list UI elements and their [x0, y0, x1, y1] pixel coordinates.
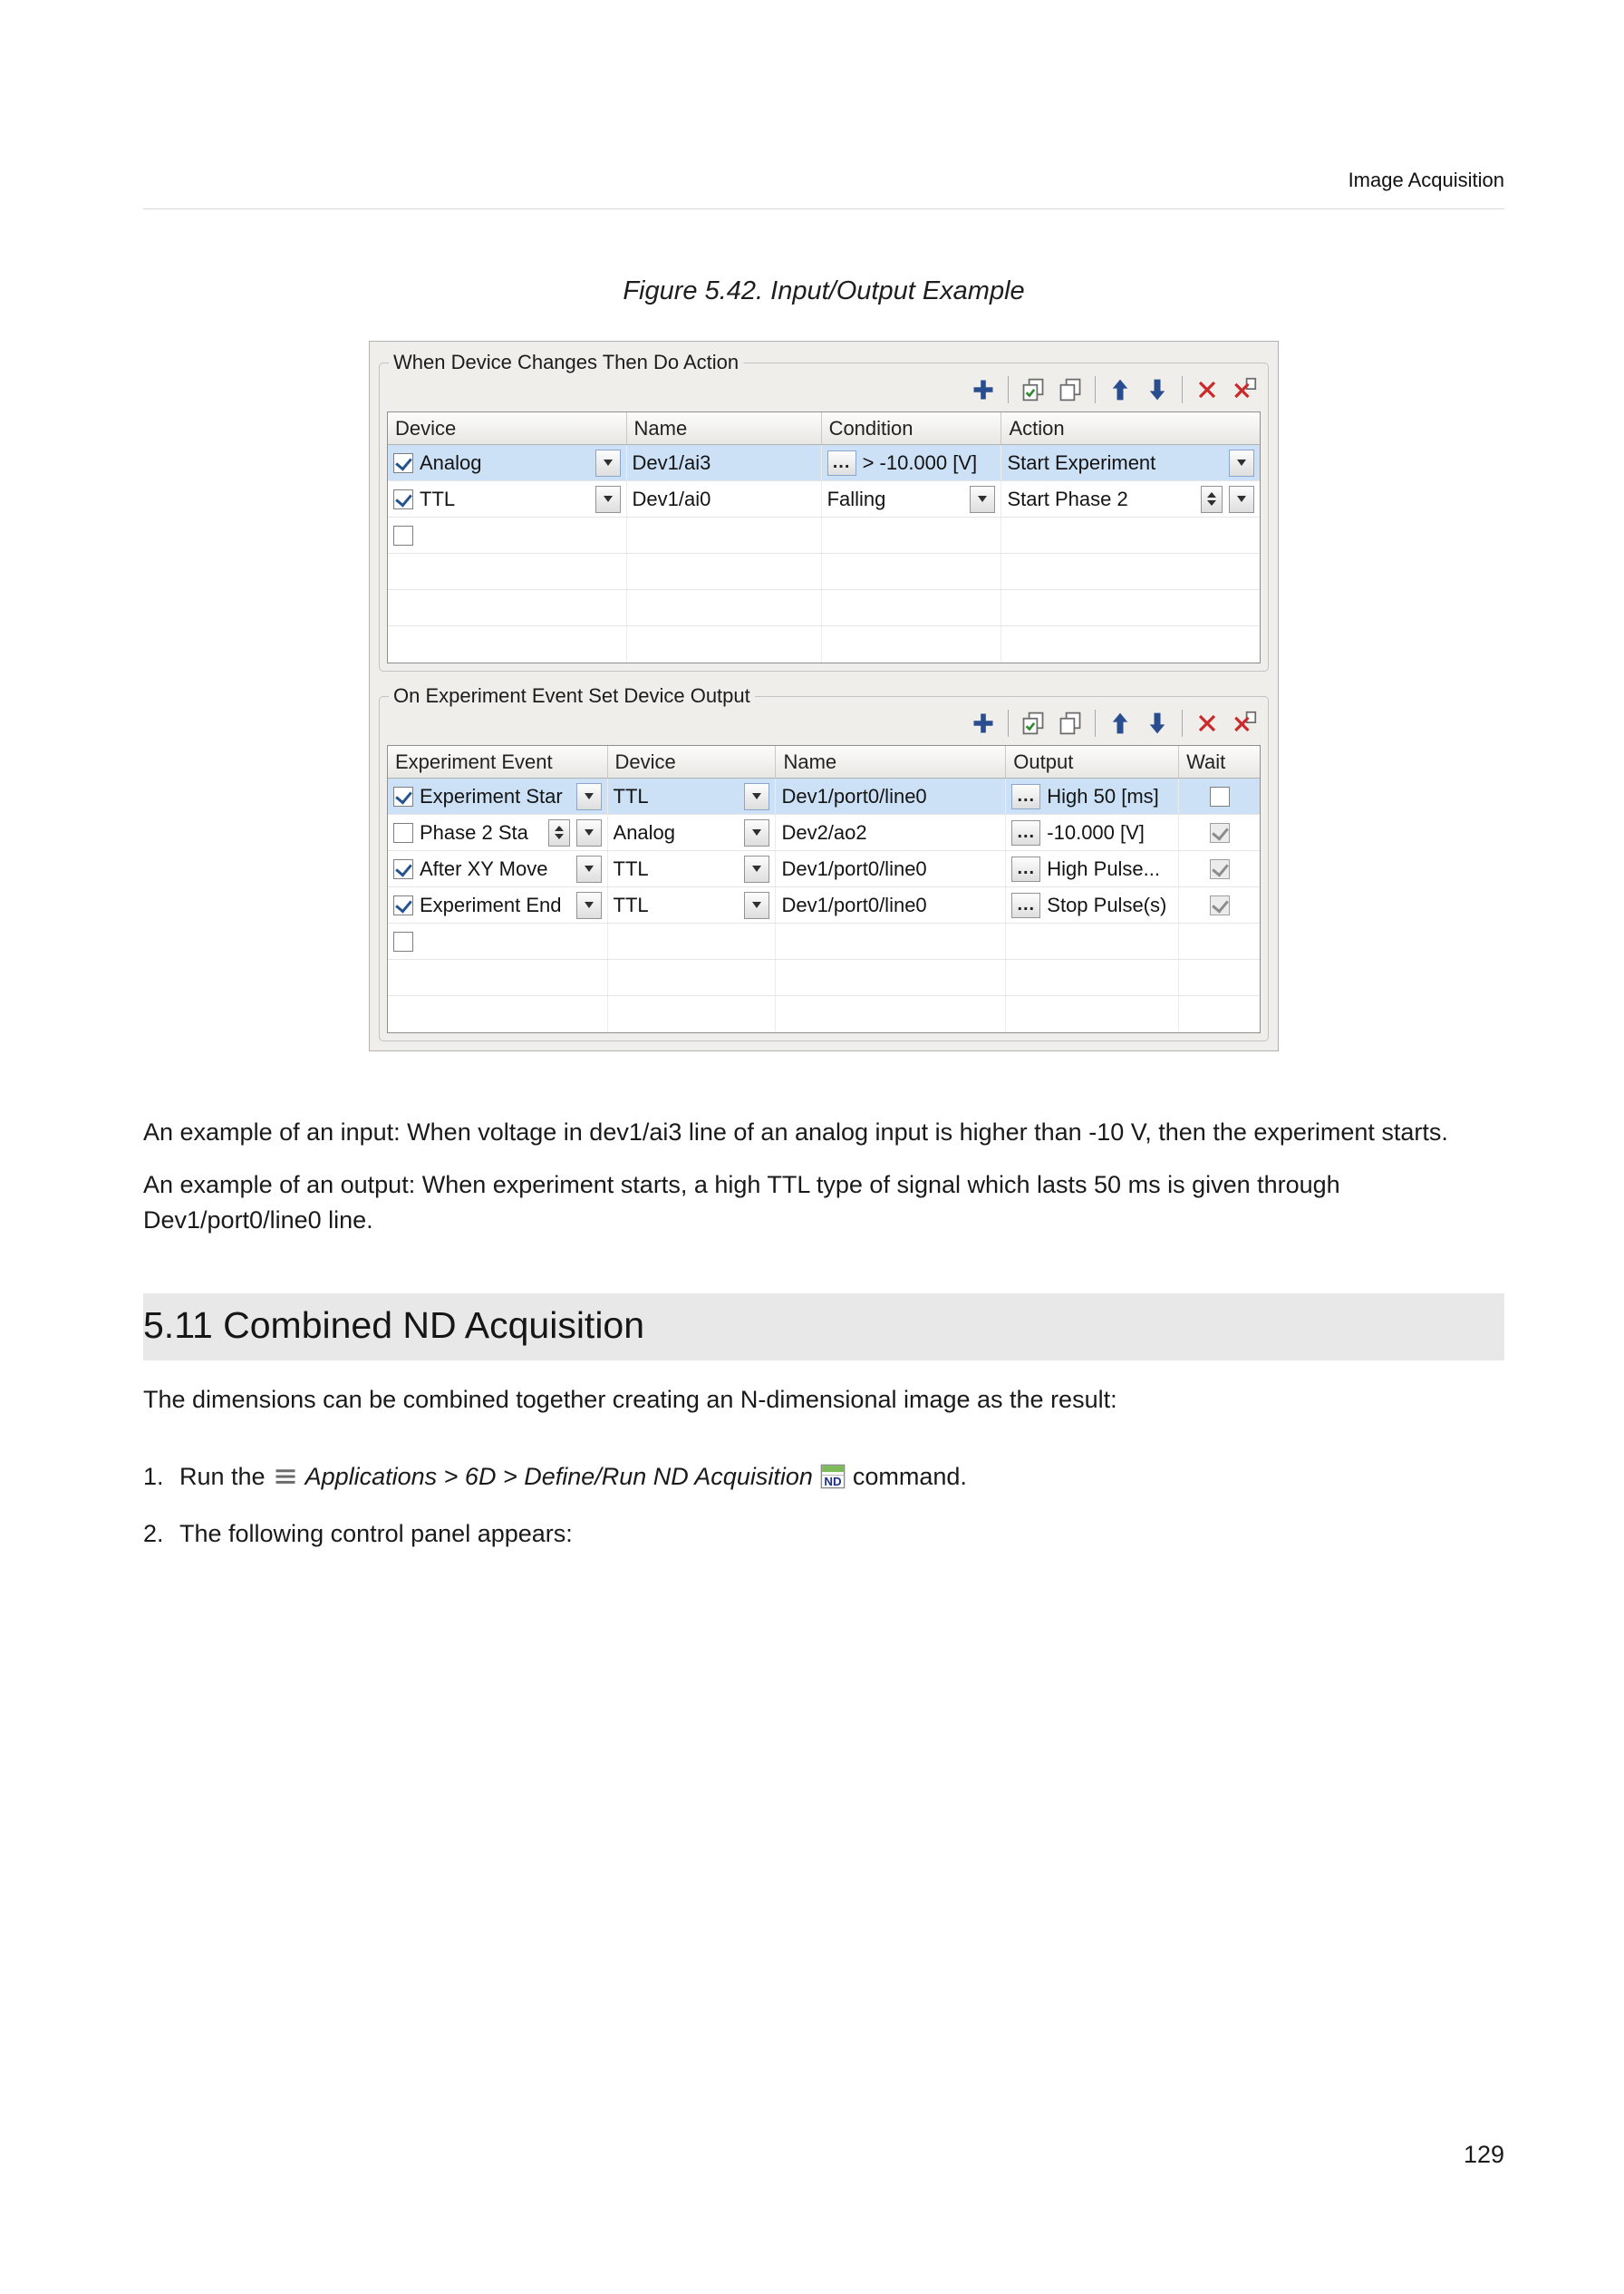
delete-all-icon[interactable]	[1232, 711, 1257, 736]
add-icon[interactable]	[971, 711, 996, 736]
table-row[interactable]	[388, 779, 1260, 815]
menu-icon	[273, 1464, 298, 1489]
event-value: Phase 2 Sta	[420, 820, 528, 844]
step-number: 1.	[143, 1462, 164, 1490]
device-cell	[388, 626, 627, 663]
browse-button[interactable]: ...	[1011, 784, 1040, 809]
table-row[interactable]	[388, 445, 1260, 481]
table-row[interactable]	[388, 996, 1260, 1032]
paste-icon[interactable]	[1058, 711, 1083, 736]
svg-text:ND: ND	[824, 1474, 842, 1488]
group-when-device-changes	[379, 351, 1269, 672]
event-cell	[388, 996, 608, 1032]
condition-cell	[822, 626, 1002, 663]
dropdown-button[interactable]	[576, 819, 602, 847]
action-cell	[1001, 518, 1260, 553]
name-value: Dev1/ai3	[632, 450, 711, 474]
table-header-row	[388, 412, 1260, 445]
input-toolbar	[387, 374, 1261, 411]
figure-caption: Figure 5.42. Input/Output Example	[623, 276, 1025, 305]
step-suffix: command.	[852, 1462, 967, 1490]
checkbox[interactable]	[1210, 823, 1230, 843]
delete-all-icon[interactable]	[1232, 377, 1257, 402]
section-heading: 5.11 Combined ND Acquisition	[143, 1293, 1504, 1360]
browse-button[interactable]: ...	[1011, 820, 1040, 846]
device-value: TTL	[613, 784, 649, 808]
output-cell	[1006, 815, 1179, 850]
group-title: When Device Changes Then Do Action	[393, 351, 740, 373]
step-1	[143, 1459, 1504, 1495]
output-value: -10.000 [V]	[1047, 820, 1145, 844]
device-cell	[388, 481, 627, 517]
io-dialog-screenshot	[369, 341, 1279, 1051]
name-cell	[776, 887, 1006, 923]
delete-icon[interactable]	[1194, 711, 1220, 736]
column-header-action: Action	[1009, 416, 1065, 440]
checkbox[interactable]	[1210, 895, 1230, 915]
toolbar-separator	[1182, 376, 1183, 403]
condition-cell	[822, 445, 1002, 480]
device-value: Analog	[420, 450, 482, 474]
table-row[interactable]	[388, 960, 1260, 996]
device-value: TTL	[613, 893, 649, 916]
checkbox[interactable]	[393, 787, 413, 807]
dropdown-button[interactable]	[576, 892, 602, 919]
device-cell	[388, 518, 627, 553]
output-cell	[1006, 996, 1179, 1032]
output-toolbar	[387, 708, 1261, 745]
toolbar-separator	[1095, 710, 1096, 737]
output-value: High Pulse...	[1047, 857, 1161, 880]
running-header: Image Acquisition	[1348, 169, 1504, 191]
device-cell	[608, 996, 777, 1032]
device-cell	[608, 887, 777, 923]
name-cell	[627, 518, 822, 553]
steps-list	[143, 1459, 1504, 1552]
condition-value: Falling	[826, 487, 886, 510]
toolbar-separator	[1095, 376, 1096, 403]
event-cell	[388, 887, 608, 923]
device-cell	[608, 960, 777, 995]
checkbox[interactable]	[393, 823, 413, 843]
action-cell	[1001, 554, 1260, 589]
table-row[interactable]	[388, 554, 1260, 590]
checkbox[interactable]	[393, 453, 413, 473]
nd-acquisition-icon	[820, 1464, 846, 1489]
output-cell	[1006, 779, 1179, 814]
dropdown-button[interactable]	[744, 783, 769, 810]
checkbox[interactable]	[393, 526, 413, 546]
paragraph-output-example: An example of an output: When experiment starts, a high TTL type of signal which lasts 50 ms is given through Dev1/port0/line0 line.	[143, 1171, 1340, 1234]
table-row[interactable]	[388, 887, 1260, 924]
name-cell	[627, 554, 822, 589]
event-value: Experiment Star	[420, 784, 563, 808]
checkbox[interactable]	[1210, 787, 1230, 807]
table-row[interactable]	[388, 815, 1260, 851]
condition-cell	[822, 590, 1002, 625]
condition-cell	[822, 518, 1002, 553]
step-text: The following control panel appears:	[179, 1519, 573, 1547]
output-cell	[1006, 924, 1179, 959]
wait-cell	[1179, 996, 1260, 1032]
name-cell	[776, 851, 1006, 886]
wait-cell	[1179, 815, 1260, 850]
dropdown-button[interactable]	[744, 892, 769, 919]
table-row[interactable]	[388, 626, 1260, 663]
name-value: Dev1/port0/line0	[781, 857, 927, 880]
device-value: Analog	[613, 820, 676, 844]
name-cell	[627, 445, 822, 480]
table-row[interactable]	[388, 481, 1260, 518]
menu-path: Applications > 6D > Define/Run ND Acquisition	[304, 1462, 813, 1490]
column-header-device: Device	[608, 746, 777, 778]
column-header-output: Output	[1006, 746, 1179, 778]
header-rule	[143, 208, 1504, 209]
toolbar-separator	[1008, 376, 1009, 403]
event-cell	[388, 851, 608, 886]
device-cell	[388, 554, 627, 589]
wait-cell	[1179, 924, 1260, 959]
copy-icon[interactable]	[1020, 377, 1046, 402]
spinner[interactable]	[548, 819, 570, 847]
name-value: Dev1/port0/line0	[781, 784, 927, 808]
event-cell	[388, 815, 608, 850]
wait-cell	[1179, 887, 1260, 923]
action-value: Start Phase 2	[1007, 487, 1128, 510]
paragraph-input-example: An example of an input: When voltage in dev1/ai3 line of an analog input is higher than -10 V, then the experiment starts.	[143, 1118, 1448, 1146]
event-cell	[388, 924, 608, 959]
move-down-icon[interactable]	[1145, 377, 1170, 402]
move-up-icon[interactable]	[1107, 711, 1133, 736]
table-header-row	[388, 746, 1260, 779]
move-up-icon[interactable]	[1107, 377, 1133, 402]
checkbox[interactable]	[1210, 859, 1230, 879]
event-value: After XY Move	[420, 857, 548, 880]
condition-cell	[822, 481, 1002, 517]
step-prefix: Run the	[179, 1462, 266, 1490]
input-table	[387, 411, 1261, 663]
move-down-icon[interactable]	[1145, 711, 1170, 736]
dropdown-button[interactable]	[576, 783, 602, 810]
wait-cell	[1179, 851, 1260, 886]
checkbox[interactable]	[393, 859, 413, 879]
name-cell	[776, 924, 1006, 959]
dropdown-button[interactable]	[744, 856, 769, 883]
device-cell	[608, 779, 777, 814]
table-row[interactable]	[388, 590, 1260, 626]
device-value: TTL	[420, 487, 456, 510]
device-cell	[388, 445, 627, 480]
checkbox[interactable]	[393, 895, 413, 915]
device-value: TTL	[613, 857, 649, 880]
browse-button[interactable]: ...	[1011, 857, 1040, 882]
device-cell	[388, 590, 627, 625]
column-header-wait: Wait	[1186, 750, 1226, 773]
column-header-name: Name	[627, 412, 822, 444]
name-cell	[776, 815, 1006, 850]
section-intro: The dimensions can be combined together creating an N-dimensional image as the result:	[143, 1386, 1117, 1414]
dropdown-button[interactable]	[1229, 450, 1254, 477]
add-icon[interactable]	[971, 377, 996, 402]
name-value: Dev2/ao2	[781, 820, 867, 844]
name-cell	[627, 626, 822, 663]
table-row[interactable]	[388, 924, 1260, 960]
copy-icon[interactable]	[1020, 711, 1046, 736]
condition-value: > -10.000 [V]	[862, 450, 978, 474]
action-cell	[1001, 590, 1260, 625]
group-on-experiment-event	[379, 684, 1269, 1041]
table-row[interactable]	[388, 518, 1260, 554]
toolbar-separator	[1008, 710, 1009, 737]
table-row[interactable]	[388, 851, 1260, 887]
dropdown-button[interactable]	[744, 819, 769, 847]
action-value: Start Experiment	[1007, 450, 1156, 474]
spinner[interactable]	[1201, 486, 1223, 513]
dropdown-button[interactable]	[576, 856, 602, 883]
column-header-condition: Condition	[822, 412, 1002, 444]
wait-cell	[1179, 779, 1260, 814]
event-value: Experiment End	[420, 893, 562, 916]
event-cell	[388, 779, 608, 814]
group-title: On Experiment Event Set Device Output	[393, 684, 750, 707]
browse-button[interactable]: ...	[827, 450, 856, 476]
action-cell	[1001, 481, 1260, 517]
device-cell	[608, 815, 777, 850]
action-cell	[1001, 445, 1260, 480]
dropdown-button[interactable]	[595, 450, 621, 477]
step-2	[143, 1516, 1504, 1552]
name-cell	[627, 590, 822, 625]
output-table	[387, 745, 1261, 1033]
event-cell	[388, 960, 608, 995]
paste-icon[interactable]	[1058, 377, 1083, 402]
column-header-name: Name	[776, 746, 1006, 778]
wait-cell	[1179, 960, 1260, 995]
name-cell	[776, 779, 1006, 814]
dropdown-button[interactable]	[595, 486, 621, 513]
action-cell	[1001, 626, 1260, 663]
page-number: 129	[1463, 2141, 1504, 2168]
checkbox[interactable]	[393, 489, 413, 509]
step-text	[179, 1459, 1504, 1495]
device-cell	[608, 851, 777, 886]
condition-cell	[822, 554, 1002, 589]
column-header-device: Device	[388, 412, 627, 444]
output-cell	[1006, 851, 1179, 886]
column-header-experiment-event: Experiment Event	[388, 746, 608, 778]
step-number: 2.	[143, 1519, 164, 1547]
name-cell	[776, 960, 1006, 995]
output-cell	[1006, 887, 1179, 923]
output-value: High 50 [ms]	[1047, 784, 1159, 808]
device-cell	[608, 924, 777, 959]
name-cell	[776, 996, 1006, 1032]
name-value: Dev1/ai0	[632, 487, 711, 510]
name-cell	[627, 481, 822, 517]
name-value: Dev1/port0/line0	[781, 893, 927, 916]
toolbar-separator	[1182, 710, 1183, 737]
output-cell	[1006, 960, 1179, 995]
dropdown-button[interactable]	[970, 486, 995, 513]
delete-icon[interactable]	[1194, 377, 1220, 402]
checkbox[interactable]	[393, 932, 413, 952]
dropdown-button[interactable]	[1229, 486, 1254, 513]
output-value: Stop Pulse(s)	[1047, 893, 1167, 916]
browse-button[interactable]: ...	[1011, 893, 1040, 918]
